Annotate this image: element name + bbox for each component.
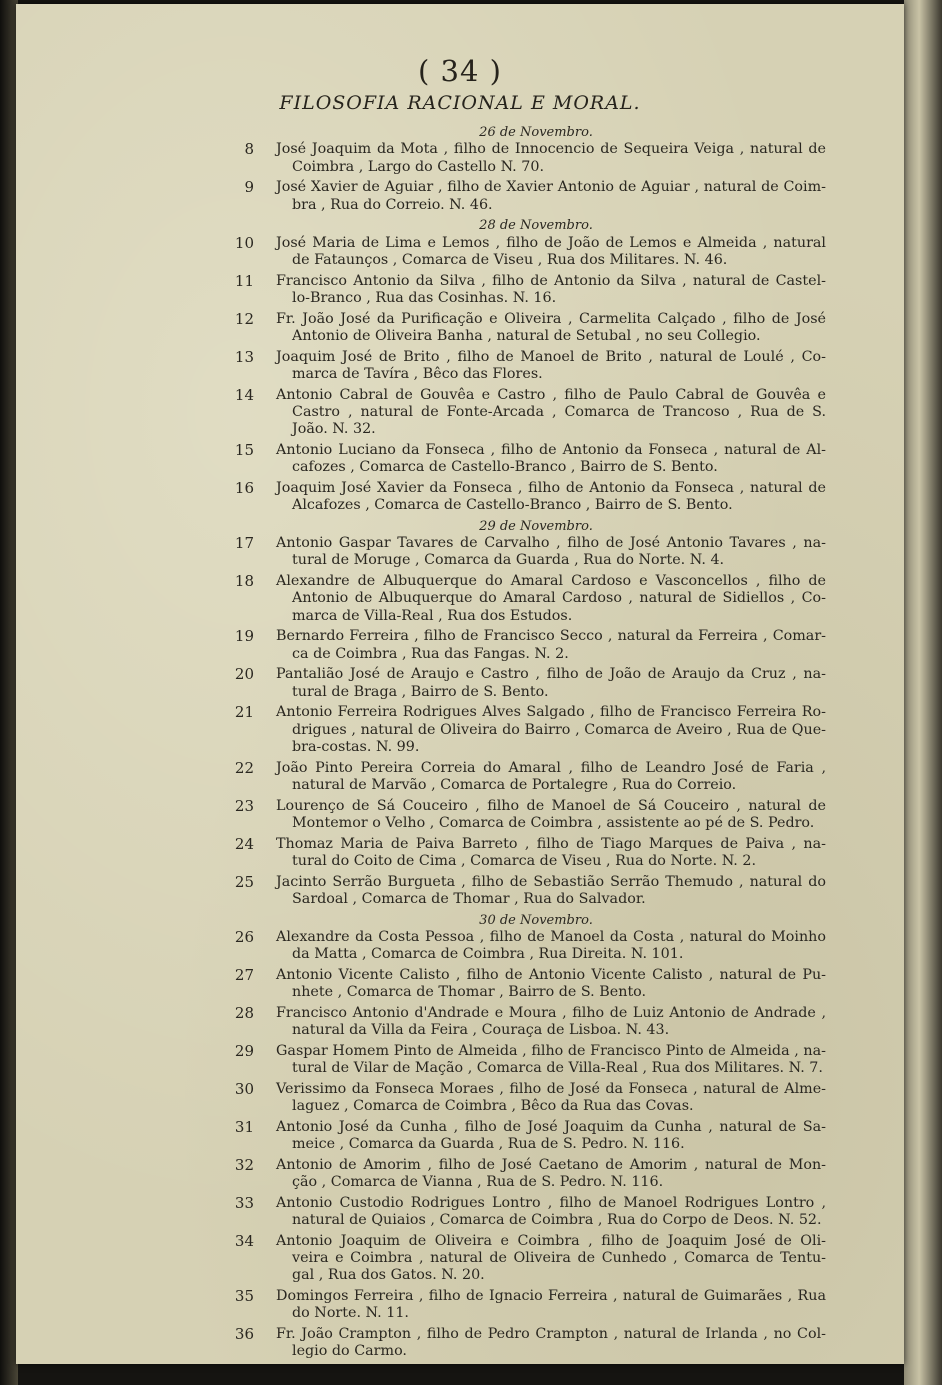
entry-text-line: natural da Villa da Feira , Couraça de Lisboa. N. 43. — [292, 1022, 670, 1039]
entry-number: 28 — [234, 1003, 254, 1022]
student-list — [216, 124, 826, 1364]
entry-number: 16 — [234, 478, 254, 497]
list-item — [216, 141, 826, 176]
entry-text-line: Antonio José da Cunha , filho de José Joaquim da Cunha , natural de Sa- — [276, 1118, 826, 1135]
entry-text-line: José Joaquim da Mota , filho de Innocencio de Sequeira Veiga , natural de — [276, 141, 826, 158]
list-item — [216, 760, 826, 795]
date-heading: 30 de Novembro. — [479, 912, 593, 928]
entry-text-line: Domingos Ferreira , filho de Ignacio Ferreira , natural de Guimarães , Rua — [276, 1287, 826, 1304]
entry-number: 23 — [234, 796, 254, 815]
entry-text-line: Antonio Joaquim de Oliveira e Coimbra , filho de Joaquim José de Oli- — [276, 1232, 826, 1249]
list-item — [216, 480, 826, 515]
entry-number: 12 — [234, 309, 254, 328]
entry-text-line: gal , Rua dos Gatos. N. 20. — [292, 1267, 485, 1284]
entry-number: 13 — [234, 347, 254, 366]
list-item — [216, 573, 826, 625]
entry-number: 8 — [244, 140, 254, 159]
entry-text-line: veira e Coimbra , natural de Oliveira de Cunhedo , Comarca de Tentu- — [292, 1249, 826, 1266]
entry-text-line: ção , Comarca de Vianna , Rua de S. Pedro. N. 116. — [292, 1174, 664, 1190]
entry-number: 24 — [234, 834, 254, 853]
entry-text-line: João. N. 32. — [292, 421, 376, 438]
entry-text-line: Sardoal , Comarca de Thomar , Rua do Salvador. — [292, 890, 646, 907]
entry-number: 10 — [234, 233, 254, 252]
entry-text-line: nhete , Comarca de Thomar , Bairro de S. Bento. — [292, 984, 647, 1001]
list-item — [216, 1195, 826, 1230]
entry-text-line: laguez , Comarca de Coimbra , Bêco da Rua das Covas. — [292, 1098, 694, 1115]
entry-number: 33 — [234, 1193, 254, 1212]
entry-number: 17 — [234, 534, 254, 553]
entry-text-line: tural de Moruge , Comarca da Guarda , Rua do Norte. N. 4. — [292, 552, 725, 569]
entry-text-line: Joaquim José Xavier da Fonseca , filho de Antonio da Fonseca , natural de — [276, 479, 826, 496]
entry-text-line: Antonio Custodio Rodrigues Lontro , filho de Manoel Rodrigues Lontro , — [276, 1194, 826, 1211]
list-item — [216, 349, 826, 384]
list-item — [216, 387, 826, 439]
entry-text-line: tural do Coito de Cima , Comarca de Viseu , Rua do Norte. N. 2. — [292, 852, 757, 869]
entry-text-line: Antonio Vicente Calisto , filho de Antonio Vicente Calisto , natural de Pu- — [276, 966, 826, 983]
list-item — [216, 1081, 826, 1116]
list-item — [216, 1288, 826, 1323]
entry-text-line: Pantalião José de Araujo e Castro , filho de João de Araujo da Cruz , na- — [276, 666, 826, 683]
list-item — [216, 929, 826, 964]
entry-text-line: Lourenço de Sá Couceiro , filho de Manoel de Sá Couceiro , natural de — [276, 797, 826, 814]
entry-number: 27 — [234, 965, 254, 984]
entry-number: 25 — [234, 872, 254, 891]
entry-text-line: Verissimo da Fonseca Moraes , filho de José da Fonseca , natural de Alme- — [276, 1080, 826, 1097]
list-item — [216, 1157, 826, 1192]
entry-text-line: marca de Tavíra , Bêco das Flores. — [292, 365, 543, 382]
entry-text-line: tural de Braga , Bairro de S. Bento. — [292, 683, 549, 700]
entry-number: 36 — [234, 1324, 254, 1343]
list-item — [216, 967, 826, 1002]
entry-number: 11 — [234, 271, 254, 290]
entry-text-line: Francisco Antonio d'Andrade e Moura , filho de Luiz Antonio de Andrade , — [276, 1004, 826, 1021]
list-item — [216, 1005, 826, 1040]
entry-text-line: José Xavier de Aguiar , filho de Xavier Antonio de Aguiar , natural de Coim- — [276, 179, 826, 196]
list-item — [216, 535, 826, 570]
entry-text-line: natural de Quiaios , Comarca de Coimbra , Rua do Corpo de Deos. N. 52. — [292, 1211, 822, 1228]
entry-text-line: Antonio Luciano da Fonseca , filho de Antonio da Fonseca , natural de Al- — [276, 441, 826, 458]
list-item — [216, 1326, 826, 1361]
entry-number: 22 — [234, 758, 254, 777]
list-item — [216, 874, 826, 909]
list-item — [216, 1119, 826, 1154]
list-item — [216, 1233, 826, 1285]
entry-text-line: Fr. João José da Purificação e Oliveira , Carmelita Calçado , filho de José — [276, 310, 826, 327]
entry-text-line: ca de Coimbra , Rua das Fangas. N. 2. — [292, 645, 569, 662]
entry-number: 29 — [234, 1041, 254, 1060]
entry-number: 30 — [234, 1079, 254, 1098]
entry-text-line: Alexandre de Albuquerque do Amaral Cardoso e Vasconcellos , filho de — [276, 573, 826, 590]
next-page-edge — [904, 0, 942, 1385]
entry-number: 34 — [234, 1231, 254, 1250]
entry-text-line: Antonio Gaspar Tavares de Carvalho , filho de José Antonio Tavares , na- — [276, 535, 826, 552]
list-item — [216, 273, 826, 308]
entry-text-line: Antonio de Albuquerque do Amaral Cardoso , natural de Sidiellos , Co- — [292, 590, 826, 607]
list-item — [216, 704, 826, 756]
entry-text-line: Joaquim José de Brito , filho de Manoel de Brito , natural de Loulé , Co- — [276, 348, 826, 365]
entry-text-line: Coimbra , Largo do Castello N. 70. — [292, 158, 545, 175]
entry-text-line: Antonio de Amorim , filho de José Caetano de Amorim , natural de Mon- — [276, 1156, 826, 1173]
list-item — [216, 442, 826, 477]
page-number: ( 34 ) — [418, 54, 502, 88]
entry-text-line: meice , Comarca da Guarda , Rua de S. Pedro. N. 116. — [292, 1136, 685, 1153]
date-heading: 28 de Novembro. — [479, 218, 593, 234]
entry-text-line: Antonio Cabral de Gouvêa e Castro , filho de Paulo Cabral de Gouvêa e — [276, 386, 826, 403]
entry-text-line: Antonio Ferreira Rodrigues Alves Salgado , filho de Francisco Ferreira Ro- — [276, 704, 826, 721]
entry-text-line: Montemor o Velho , Comarca de Coimbra , assistente ao pé de S. Pedro. — [292, 814, 815, 831]
entry-text-line: tural de Vilar de Mação , Comarca de Villa-Real , Rua dos Militares. N. 7. — [292, 1060, 823, 1077]
entry-text-line: Antonio de Oliveira Banha , natural de Setubal , no seu Collegio. — [292, 327, 761, 344]
date-heading: 26 de Novembro. — [479, 125, 593, 140]
book-page — [16, 4, 904, 1364]
entry-number: 31 — [234, 1117, 254, 1136]
entry-text-line: drigues , natural de Oliveira do Bairro , Comarca de Aveiro , Rua de Que- — [292, 721, 826, 738]
entry-text-line: José Maria de Lima e Lemos , filho de João de Lemos e Almeida , natural — [276, 234, 826, 251]
entry-number: 32 — [234, 1155, 254, 1174]
entry-text-line: João Pinto Pereira Correia do Amaral , filho de Leandro José de Faria , — [276, 759, 826, 776]
entry-text-line: Alexandre da Costa Pessoa , filho de Manoel da Costa , natural do Moinho — [276, 928, 826, 945]
entry-number: 21 — [234, 703, 254, 722]
entry-number: 9 — [244, 178, 254, 197]
entry-text-line: Francisco Antonio da Silva , filho de Antonio da Silva , natural de Castel- — [276, 272, 826, 289]
entry-text-line: de Fataunços , Comarca de Viseu , Rua dos Militares. N. 46. — [292, 251, 728, 268]
entry-text-line: Bernardo Ferreira , filho de Francisco Secco , natural da Ferreira , Comar- — [276, 628, 826, 645]
list-item — [216, 628, 826, 663]
entry-text-line: legio do Carmo. — [292, 1343, 407, 1360]
list-item — [216, 836, 826, 871]
entry-number: 15 — [234, 440, 254, 459]
entry-number: 20 — [234, 665, 254, 684]
entry-text-line: Gaspar Homem Pinto de Almeida , filho de Francisco Pinto de Almeida , na- — [276, 1042, 826, 1059]
entry-number: 35 — [234, 1286, 254, 1305]
entry-number: 26 — [234, 927, 254, 946]
entry-number: 18 — [234, 572, 254, 591]
entry-text-line: bra , Rua do Correio. N. 46. — [292, 196, 493, 213]
list-item — [216, 311, 826, 346]
list-item — [216, 666, 826, 701]
list-item — [216, 1043, 826, 1078]
entry-text-line: Thomaz Maria de Paiva Barreto , filho de Tiago Marques de Paiva , na- — [276, 835, 826, 852]
entry-text-line: marca de Villa-Real , Rua dos Estudos. — [292, 607, 573, 624]
entry-text-line: Jacinto Serrão Burgueta , filho de Sebastião Serrão Themudo , natural do — [276, 873, 826, 890]
entry-text-line: Fr. João Crampton , filho de Pedro Crampton , natural de Irlanda , no Col- — [276, 1325, 826, 1342]
list-item — [216, 235, 826, 270]
entry-text-line: bra-costas. N. 99. — [292, 738, 420, 755]
entry-text-line: Alcafozes , Comarca de Castello-Branco , Bairro de S. Bento. — [292, 497, 733, 514]
entry-text-line: do Norte. N. 11. — [292, 1305, 409, 1322]
list-item — [216, 798, 826, 833]
entry-text-line: lo-Branco , Rua das Cosinhas. N. 16. — [292, 289, 557, 306]
entry-number: 14 — [234, 385, 254, 404]
entry-text-line: da Matta , Comarca de Coimbra , Rua Direita. N. 101. — [292, 946, 684, 963]
date-heading: 29 de Novembro. — [479, 518, 593, 534]
entry-number: 19 — [234, 627, 254, 646]
entry-text-line: cafozes , Comarca de Castello-Branco , Bairro de S. Bento. — [292, 459, 718, 476]
section-title: FILOSOFIA RACIONAL E MORAL. — [279, 92, 641, 114]
entry-text-line: natural de Marvão , Comarca de Portalegre , Rua do Correio. — [292, 776, 737, 793]
entry-text-line: Castro , natural de Fonte-Arcada , Comarca de Trancoso , Rua de S. — [292, 403, 826, 420]
list-item — [216, 179, 826, 214]
